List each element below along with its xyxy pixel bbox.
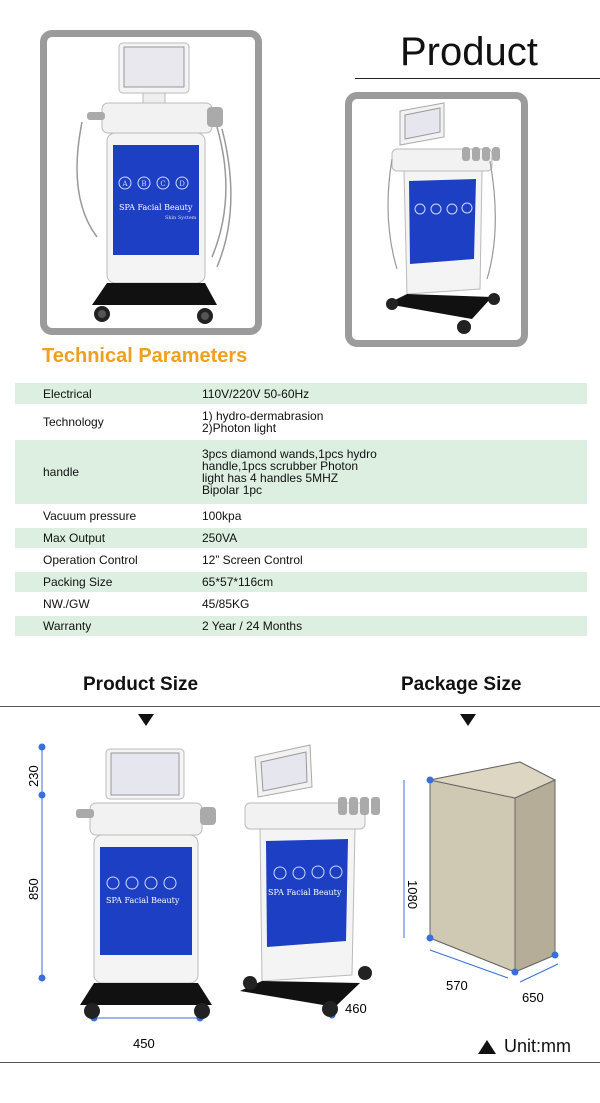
machine-front-illustration xyxy=(47,37,255,328)
arrow-down-icon xyxy=(460,714,476,726)
package-size-diagram xyxy=(390,750,600,1010)
param-value: 65*57*116cm xyxy=(201,571,587,593)
param-key: Warranty xyxy=(15,615,201,637)
panel-subtext: Skin System xyxy=(165,215,197,221)
param-value: 3pcs diamond wands,1pcs hydro handle,1pcs scrubber Photon light has 4 handles 5MHZ Bipolar 1pc xyxy=(201,439,587,505)
bottle-label: B xyxy=(141,180,147,188)
section-title-technical-parameters: Technical Parameters xyxy=(42,345,248,367)
table-row xyxy=(15,549,587,571)
param-key: Max Output xyxy=(15,527,201,549)
section-divider xyxy=(0,706,600,707)
dimension-top-height: 230 xyxy=(26,765,41,787)
dimension-width: 450 xyxy=(133,1036,155,1051)
param-value: 100kpa xyxy=(201,505,587,527)
param-value: 2 Year / 24 Months xyxy=(201,615,587,637)
dimension-body-height: 850 xyxy=(26,878,41,900)
unit-label xyxy=(478,1036,571,1057)
package-size-title: Package Size xyxy=(401,674,522,695)
param-value: 12” Screen Control xyxy=(201,549,587,571)
table-row xyxy=(15,505,587,527)
param-value: 250VA xyxy=(201,527,587,549)
product-photo-front xyxy=(40,30,262,335)
table-row xyxy=(15,405,587,439)
param-key: Electrical xyxy=(15,383,201,405)
panel-text: SPA Facial Beauty xyxy=(119,203,193,212)
bottle-label: A xyxy=(122,180,128,188)
param-key: Technology xyxy=(15,405,201,439)
dimension-package-height: 1080 xyxy=(405,880,420,909)
machine-angled-illustration xyxy=(352,99,521,340)
bottom-divider xyxy=(0,1062,600,1063)
param-key: Operation Control xyxy=(15,549,201,571)
parameters-table xyxy=(15,383,587,638)
product-photo-angled xyxy=(345,92,528,347)
param-key: NW./GW xyxy=(15,593,201,615)
dimension-package-width: 570 xyxy=(446,978,468,993)
arrow-down-icon xyxy=(138,714,154,726)
table-row xyxy=(15,527,587,549)
product-size-diagram xyxy=(20,735,410,1055)
table-row xyxy=(15,615,587,637)
param-key: Vacuum pressure xyxy=(15,505,201,527)
triangle-up-icon xyxy=(478,1040,496,1054)
bottle-label: D xyxy=(179,180,185,188)
param-value: 1) hydro-dermabrasion 2)Photon light xyxy=(201,405,587,439)
svg-text:SPA Facial Beauty: SPA Facial Beauty xyxy=(106,896,180,905)
table-row xyxy=(15,571,587,593)
dimension-package-depth: 650 xyxy=(522,990,544,1005)
bottle-label: C xyxy=(160,180,166,188)
unit-text: Unit:mm xyxy=(504,1036,571,1056)
param-value: 45/85KG xyxy=(201,593,587,615)
param-key: handle xyxy=(15,439,201,505)
dimension-depth: 460 xyxy=(345,1001,367,1016)
table-row xyxy=(15,593,587,615)
product-size-title: Product Size xyxy=(83,674,199,695)
param-key: Packing Size xyxy=(15,571,201,593)
table-row xyxy=(15,439,587,505)
table-row xyxy=(15,383,587,405)
title-underline xyxy=(355,78,600,79)
page-title: Product xyxy=(400,30,538,74)
svg-text:SPA Facial Beauty: SPA Facial Beauty xyxy=(268,888,342,897)
param-value: 110V/220V 50-60Hz xyxy=(201,383,587,405)
